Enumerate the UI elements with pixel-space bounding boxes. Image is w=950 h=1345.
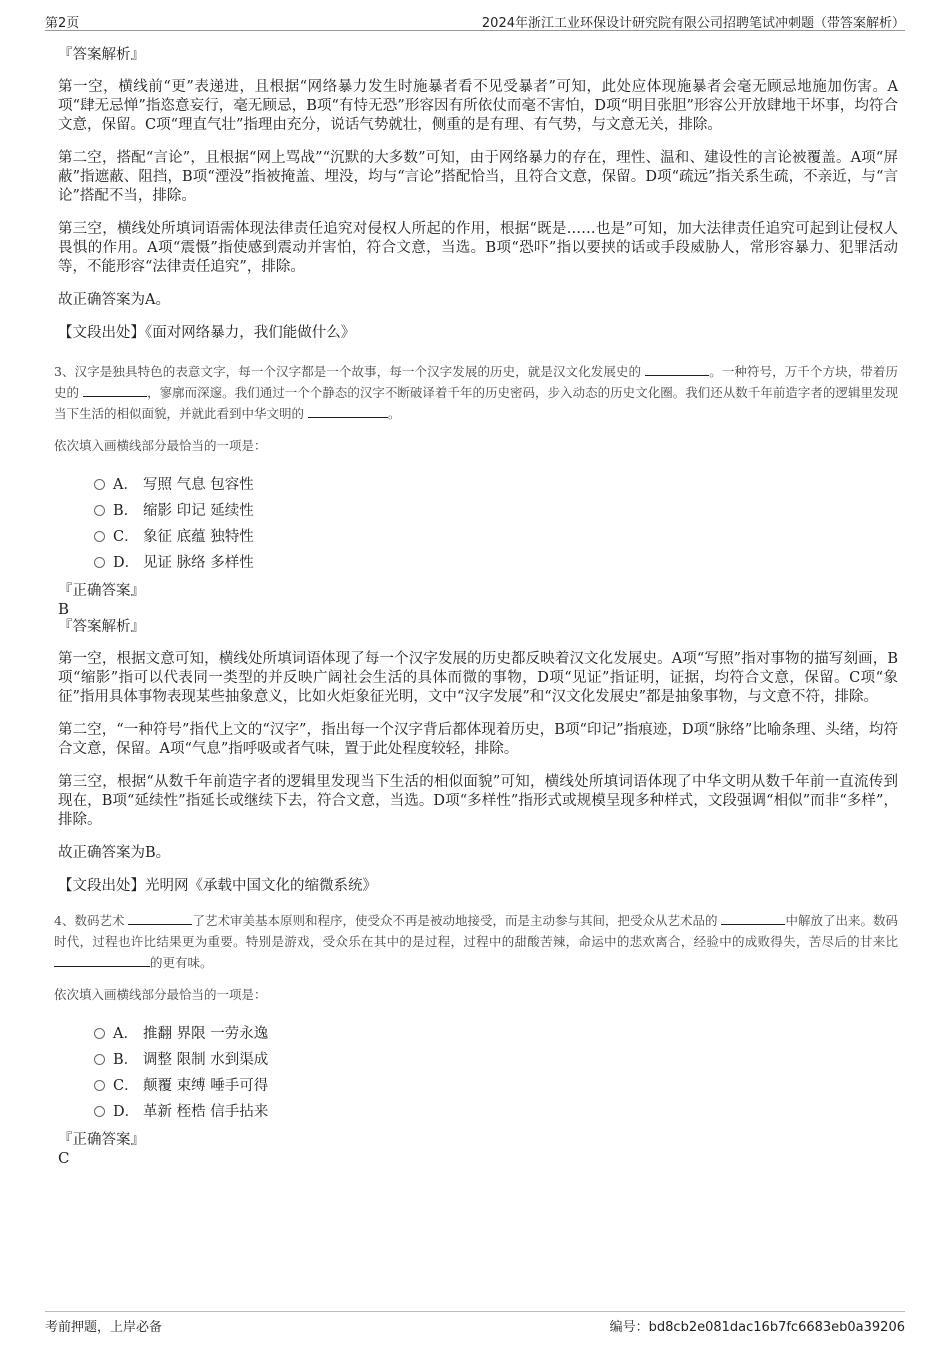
- option-text: 象征 底蕴 独特性: [143, 529, 254, 545]
- options-list: [94, 1021, 898, 1125]
- option-text: 推翻 界限 一劳永逸: [143, 1026, 269, 1042]
- radio-icon[interactable]: [94, 557, 105, 568]
- stem-part: 了艺术审美基本原则和程序，使受众不再是被动地接受，而是主动参与其间，把受众从艺术品的: [192, 913, 718, 928]
- analysis-paragraph: 第三空，根据“从数千年前造字者的逻辑里发现当下生活的相似面貌”可知，横线处所填词语体现了中华文明从数千年前一直流传到现在，B项“延续性”指延长或继续下去，符合文意，当选。D项“多样性”指形式或规模呈现多种样式，文段强调“相似”而非“多样”，排除。: [58, 774, 898, 828]
- answer-conclusion: 故正确答案为B。: [58, 845, 171, 861]
- radio-icon[interactable]: [94, 479, 105, 490]
- fill-blank: [54, 954, 150, 967]
- document-body: [54, 46, 898, 1167]
- question-prompt: 依次填入画横线部分最恰当的一项是：: [54, 987, 267, 1002]
- option-c[interactable]: [94, 524, 898, 550]
- analysis-label: 『答案解析』: [58, 619, 145, 635]
- question-stem: [54, 910, 898, 973]
- source-citation: 【文段出处】《面对网络暴力，我们能做什么》: [58, 325, 356, 341]
- option-letter: C．: [113, 1078, 139, 1094]
- analysis-paragraph: 第一空，横线前“更”表递进，且根据“网络暴力发生时施暴者看不见受暴者”可知，此处应体现施暴者会毫无顾忌地施加伤害。A项“肆无忌惮”指恣意妄行，毫无顾忌，B项“有恃无恐”形容因有所依仗而毫不害怕，D项“明目张胆”形容公开放肆地干坏事，均符合文意，保留。C项“理直气壮”指理由充分，说话气势就壮，侧重的是有理、有气势，与文意无关，排除。: [58, 79, 898, 133]
- option-text: 写照 气息 包容性: [143, 477, 254, 493]
- stem-part: 4、数码艺术: [54, 913, 125, 928]
- option-text: 缩影 印记 延续性: [143, 503, 254, 519]
- option-letter: D．: [113, 1104, 140, 1120]
- footer-slogan: 考前押题，上岸必备: [45, 1320, 163, 1335]
- analysis-paragraph: 第一空，根据文意可知，横线处所填词语体现了每一个汉字发展的历史都反映着汉文化发展史。A项“写照”指对事物的描写刻画，B项“缩影”指可以代表同一类型的并反映广阔社会生活的具体而微的事物，D项“见证”指证明，证据，均符合文意，保留。C项“象征”指用具体事物表现某些抽象意义，比如火炬象征光明，文中“汉字发展”和“汉文化发展史”都是抽象事物，与文意不符，排除。: [58, 651, 898, 705]
- fill-blank: [83, 384, 147, 397]
- option-b[interactable]: [94, 1047, 898, 1073]
- option-text: 革新 桎梏 信手拈来: [143, 1104, 269, 1120]
- option-letter: B．: [113, 503, 139, 519]
- option-d[interactable]: [94, 550, 898, 576]
- fill-blank: [128, 912, 192, 925]
- radio-icon[interactable]: [94, 505, 105, 516]
- answer-conclusion: 故正确答案为A。: [58, 292, 170, 308]
- option-letter: B．: [113, 1052, 139, 1068]
- option-a[interactable]: [94, 472, 898, 498]
- option-letter: C．: [113, 529, 139, 545]
- analysis-paragraph: 第三空，横线处所填词语需体现法律责任追究对侵权人所起的作用，根据“既是……也是”可知，加大法律责任追究可起到让侵权人畏惧的作用。A项“震慑”指使感到震动并害怕，符合文意，当选。B项“恐吓”指以要挟的话或手段威胁人，常形容暴力、犯罪活动等，不能形容“法律责任追究”，排除。: [58, 221, 898, 275]
- analysis-paragraph: 第二空，搭配“言论”，且根据“网上骂战”“沉默的大多数”可知，由于网络暴力的存在，理性、温和、建设性的言论被覆盖。A项“屏蔽”指遮蔽、阻挡，B项“湮没”指被掩盖、埋没，均与“言论”搭配恰当，且符合文意，保留。D项“疏远”指关系生疏，不亲近，与“言论”搭配不当，排除。: [58, 150, 898, 204]
- option-letter: A．: [113, 1026, 138, 1042]
- stem-part: 。一种符号，万千个方块，带着历史的: [54, 364, 898, 400]
- option-letter: D．: [113, 555, 140, 571]
- document-code: 编号：bd8cb2e081dac16b7fc6683eb0a39206: [609, 1320, 905, 1335]
- page-footer: [45, 1311, 905, 1334]
- question-prompt: 依次填入画横线部分最恰当的一项是：: [54, 438, 267, 453]
- option-b[interactable]: [94, 498, 898, 524]
- stem-part: ，寥廓而深邃。我们通过一个个静态的汉字不断破译着千年的历史密码，步入动态的历史文化圈。我们还从数千年前造字者的逻辑里发现当下生活的相似面貌，并就此看到中华文明的: [54, 385, 898, 421]
- correct-answer: B: [58, 600, 70, 618]
- fill-blank: [645, 363, 709, 376]
- fill-blank: [721, 912, 785, 925]
- stem-part: 。: [388, 406, 401, 421]
- analysis-label: 『答案解析』: [58, 47, 145, 63]
- option-letter: A．: [113, 477, 138, 493]
- option-d[interactable]: [94, 1099, 898, 1125]
- correct-answer-label: 『正确答案』: [58, 583, 145, 599]
- analysis-paragraph: 第二空，“一种符号”指代上文的“汉字”，指出每一个汉字背后都体现着历史，B项“印记”指痕迹，D项“脉络”比喻条理、头绪，均符合文意，保留。A项“气息”指呼吸或者气味，置于此处程度较轻，排除。: [58, 722, 898, 757]
- options-list: [94, 472, 898, 576]
- radio-icon[interactable]: [94, 1106, 105, 1117]
- radio-icon[interactable]: [94, 1028, 105, 1039]
- correct-answer: C: [58, 1149, 70, 1167]
- radio-icon[interactable]: [94, 1080, 105, 1091]
- radio-icon[interactable]: [94, 1054, 105, 1065]
- correct-answer-label: 『正确答案』: [58, 1132, 145, 1148]
- option-text: 见证 脉络 多样性: [143, 555, 254, 571]
- radio-icon[interactable]: [94, 531, 105, 542]
- option-c[interactable]: [94, 1073, 898, 1099]
- stem-part: 的更有味。: [150, 955, 213, 970]
- page-number: 第2页: [45, 16, 80, 31]
- source-citation: 【文段出处】光明网《承载中国文化的缩微系统》: [58, 878, 377, 894]
- page-header: [45, 8, 905, 31]
- fill-blank: [308, 405, 388, 418]
- stem-part: 3、汉字是独具特色的表意文字，每一个汉字都是一个故事，每一个汉字发展的历史，就是汉文化发展史的: [54, 364, 642, 379]
- stem-part: 中解放了出来。数码时代，过程也许比结果更为重要。特别是游戏，受众乐在其中的是过程，过程中的甜酸苦辣，命运中的悲欢离合，经验中的成败得失，苦尽后的甘来比: [54, 913, 898, 949]
- question-stem: [54, 361, 898, 424]
- document-title: 2024年浙江工业环保设计研究院有限公司招聘笔试冲刺题（带答案解析）: [481, 16, 905, 31]
- option-text: 颠覆 束缚 唾手可得: [143, 1078, 269, 1094]
- option-text: 调整 限制 水到渠成: [143, 1052, 269, 1068]
- option-a[interactable]: [94, 1021, 898, 1047]
